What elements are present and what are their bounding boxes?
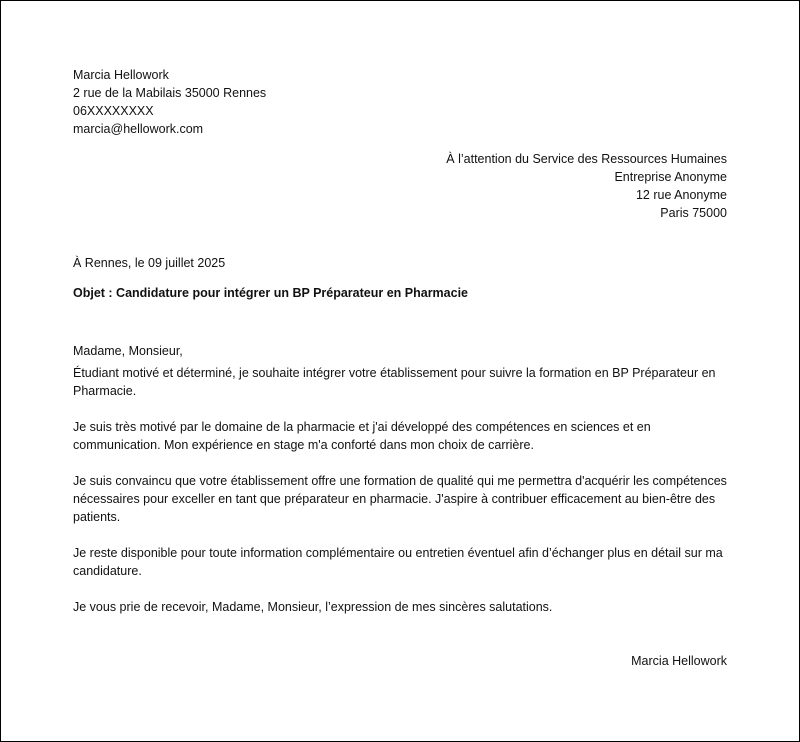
paragraph-1: Étudiant motivé et déterminé, je souhaite intégrer votre établissement pour suivre la formation en BP Préparateur en Pharmacie.: [73, 366, 716, 398]
recipient-attention: À l’attention du Service des Ressources Humaines: [446, 152, 727, 166]
sender-phone: 06XXXXXXXX: [73, 104, 154, 118]
sender-name: Marcia Hellowork: [73, 68, 169, 82]
subject-line: Objet : Candidature pour intégrer un BP Préparateur en Pharmacie: [73, 286, 469, 300]
recipient-company: Entreprise Anonyme: [614, 170, 727, 184]
signature: Marcia Hellowork: [631, 654, 727, 668]
paragraph-2: Je suis très motivé par le domaine de la pharmacie et j'ai développé des compétences en sciences et en communication. Mon expérience en stage m'a conforté dans mon choix de carrière.: [73, 420, 651, 452]
recipient-street: 12 rue Anonyme: [635, 188, 727, 202]
paragraph-4: Je reste disponible pour toute information complémentaire ou entretien éventuel afin d’échanger plus en détail sur ma candidature.: [73, 546, 723, 578]
sender-address: 2 rue de la Mabilais 35000 Rennes: [73, 86, 267, 100]
recipient-block: [73, 150, 727, 222]
greeting: Madame, Monsieur,: [73, 344, 183, 358]
sender-email: marcia@hellowork.com: [73, 122, 204, 136]
closing-paragraph: Je vous prie de recevoir, Madame, Monsieur, l’expression de mes sincères salutations.: [73, 600, 553, 614]
date-line: À Rennes, le 09 juillet 2025: [73, 256, 226, 270]
paragraph-3: Je suis convaincu que votre établissement offre une formation de qualité qui me permettra d'acquérir les compétences nécessaires pour exceller en tant que préparateur en pharmacie. J'aspire à contribuer efficacement au bien-être des patients.: [73, 474, 727, 524]
letter-body: [73, 66, 727, 683]
sender-block: [73, 66, 727, 138]
recipient-city: Paris 75000: [660, 206, 727, 220]
